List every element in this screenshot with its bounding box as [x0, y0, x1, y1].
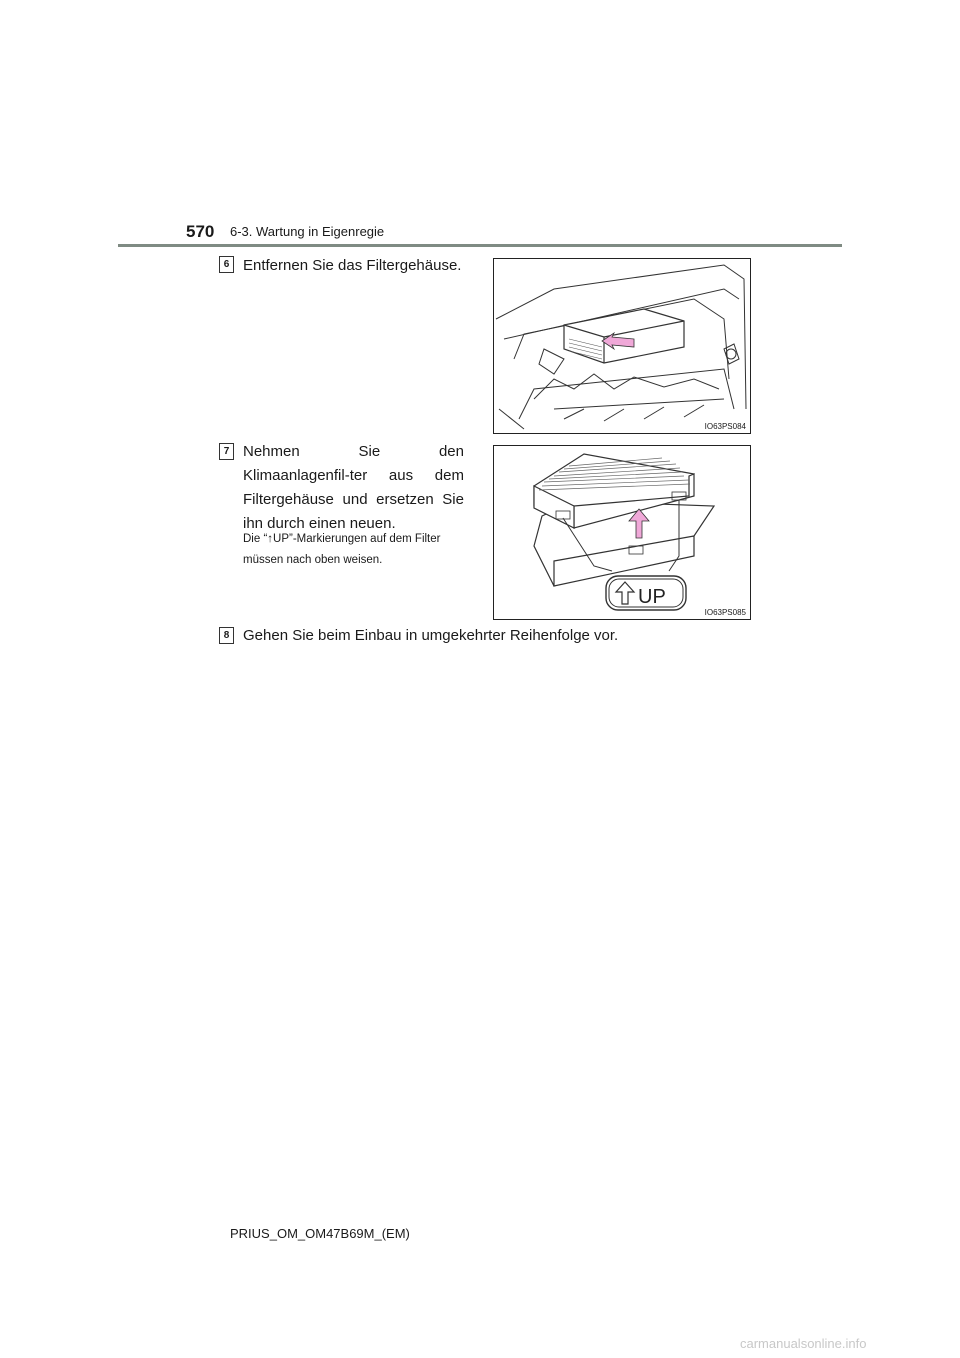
watermark: carmanualsonline.info	[740, 1336, 867, 1351]
step-badge-7: 7	[219, 443, 234, 460]
figure-filter-housing	[493, 258, 751, 434]
figure-code: IO63PS085	[704, 608, 746, 617]
up-mark-label: UP	[638, 586, 666, 608]
figure-code: IO63PS084	[704, 422, 746, 431]
figure-ac-filter	[493, 445, 751, 620]
step-7-text: Nehmen Sie den Klimaanlagenfil-ter aus dem Filtergehäuse und ersetzen Sie ihn durch einen neuen.	[243, 443, 464, 532]
step-6-text: Entfernen Sie das Filtergehäuse.	[243, 257, 462, 274]
step-7-note: Die “↑UP”-Markierungen auf dem Filter müssen nach oben weisen.	[243, 533, 441, 566]
footer-doc-id: PRIUS_OM_OM47B69M_(EM)	[230, 1226, 410, 1241]
section-title: 6-3. Wartung in Eigenregie	[230, 224, 385, 239]
ac-filter-illustration	[494, 446, 750, 619]
filter-housing-illustration	[494, 259, 750, 433]
step-badge-6: 6	[219, 256, 234, 273]
page-number: 570	[186, 222, 215, 241]
step-badge-8: 8	[219, 627, 234, 644]
header-rule	[118, 244, 842, 247]
step-8-text: Gehen Sie beim Einbau in umgekehrter Reihenfolge vor.	[243, 627, 619, 644]
